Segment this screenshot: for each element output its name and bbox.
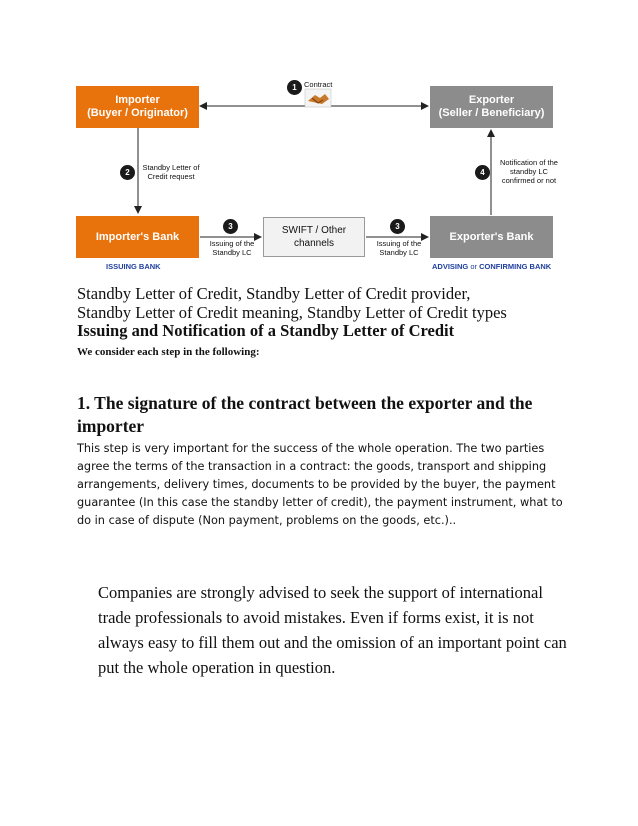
standby-lc-diagram	[0, 0, 638, 280]
importers-bank-box	[76, 216, 199, 258]
swift-box	[263, 217, 365, 257]
exporters-bank-box	[430, 216, 553, 258]
intro-text: We consider each step in the following:	[77, 346, 260, 358]
swift-label: SWIFT / Other channels	[281, 225, 347, 249]
step-badge-4: 4	[475, 165, 490, 180]
step-badge-3-right: 3	[390, 219, 405, 234]
standby-request-line2: Credit request	[147, 172, 195, 181]
notification-line1: Notification of the	[500, 158, 558, 167]
issuing-bank-label: ISSUING BANK	[106, 262, 161, 271]
advising-text: ADVISING	[432, 262, 469, 271]
contract-label: Contract	[304, 80, 333, 89]
importer-box	[76, 86, 199, 128]
advice-quote: Companies are strongly advised to seek the support of international trade professionals to avoid mistakes. Even if forms exist, it is not always easy to fill them out and the omission of an important point can put the whole operation in question.	[98, 583, 567, 677]
issuing-left-line1: Issuing of the	[209, 239, 255, 248]
advising-confirming-label	[432, 262, 551, 271]
importer-title: Importer	[115, 94, 160, 106]
step-badge-2: 2	[120, 165, 135, 180]
step-badge-3-left: 3	[223, 219, 238, 234]
issuing-right-label	[370, 239, 428, 257]
exporter-box	[430, 86, 553, 128]
issuing-right-line2: Standby LC	[379, 248, 419, 257]
confirming-text: CONFIRMING BANK	[479, 262, 552, 271]
importers-bank-label: Importer's Bank	[95, 230, 180, 243]
section-heading: Issuing and Notification of a Standby Letter of Credit	[77, 321, 455, 340]
caption-line2: Standby Letter of Credit meaning, Standby Letter of Credit types	[77, 303, 507, 322]
exporters-bank-label: Exporter's Bank	[449, 230, 534, 243]
standby-request-line1: Standby Letter of	[142, 163, 200, 172]
handshake-icon	[305, 89, 331, 107]
image-caption	[77, 284, 577, 322]
notification-line3: confirmed or not	[501, 176, 557, 185]
exporter-subtitle: (Seller / Beneficiary)	[438, 107, 545, 119]
step1-heading: 1. The signature of the contract between the exporter and the importer	[77, 393, 533, 436]
notification-line2: standby LC	[510, 167, 548, 176]
issuing-left-line2: Standby LC	[212, 248, 252, 257]
step-badge-1: 1	[287, 80, 302, 95]
exporter-title: Exporter	[468, 94, 515, 106]
notification-label	[496, 158, 562, 185]
step1-paragraph: This step is very important for the success of the whole operation. The two parties agree the terms of the transaction in a contract: the goods, transport and shipping arrangements, delivery times, documents to be provided by the buyer, the payment guarantee (In this case the standby letter of credit), the payment instrument, what to do in case of dispute (Non payment, problems on the goods, etc.)..	[77, 442, 563, 527]
issuing-right-line1: Issuing of the	[376, 239, 422, 248]
standby-request-label	[140, 163, 202, 181]
caption-line1: Standby Letter of Credit, Standby Letter of Credit provider,	[77, 284, 471, 303]
issuing-left-label	[203, 239, 261, 257]
importer-subtitle: (Buyer / Originator)	[87, 107, 188, 119]
or-text: or	[470, 262, 478, 271]
